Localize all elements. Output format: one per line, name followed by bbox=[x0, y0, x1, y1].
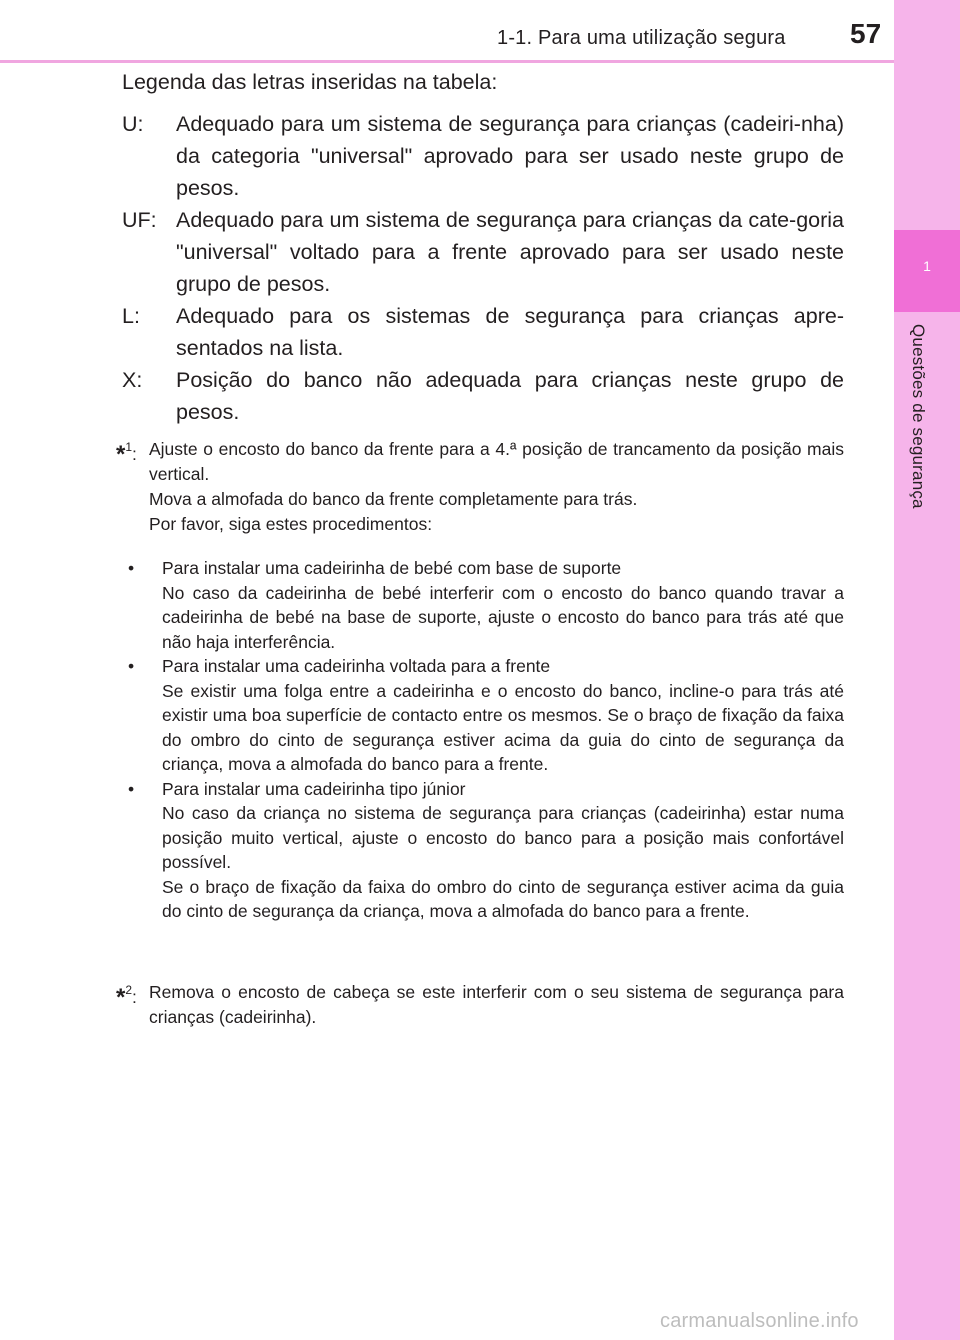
footnote-marker: *$^1$: bbox=[116, 440, 137, 468]
list-item bbox=[128, 654, 844, 777]
procedure-list bbox=[128, 556, 844, 924]
list-item-text: Se o braço de fixação da faixa do ombro do cinto de segurança estiver acima da guia do cinto de segurança da criança, mova a almofada do banco para a frente. bbox=[162, 876, 844, 921]
legend-item-u bbox=[122, 108, 844, 204]
section-title: 1-1. Para uma utilização segura bbox=[497, 27, 786, 49]
footnote-marker: *$^2$: bbox=[116, 983, 137, 1011]
chapter-number-tab[interactable] bbox=[894, 230, 960, 312]
footnote-1-line3: Por favor, siga estes procedimentos: bbox=[149, 514, 433, 534]
watermark: carmanualsonline.info bbox=[660, 1310, 859, 1332]
chapter-side-tab bbox=[894, 0, 960, 1340]
chapter-title: Questões de segurança bbox=[909, 324, 928, 509]
legend-item-l bbox=[122, 300, 844, 364]
legend-code: X: bbox=[122, 368, 143, 392]
legend-code: L: bbox=[122, 304, 140, 328]
list-item-text: No caso da criança no sistema de segurança para crianças (cadeirinha) estar numa posição muito vertical, ajuste o encosto do banco para a posição mais confortável possível. bbox=[162, 803, 844, 872]
list-item-text: No caso da cadeirinha de bebé interferir com o encosto do banco quando travar a cadeirinha de bebé na base de suporte, ajuste o encosto do banco para trás até que não haja interferência. bbox=[162, 582, 844, 652]
legend-item-uf bbox=[122, 204, 844, 300]
legend-text: Adequado para os sistemas de segurança para crianças apre-sentados na lista. bbox=[176, 304, 844, 360]
list-item-text: Se existir uma folga entre a cadeirinha e o encosto do banco, incline-o para trás até existir uma boa superfície de contacto entre os mesmos. Se o braço de fixação da faixa do ombro do cinto de segurança estiver acima da guia do cinto de segurança da criança, mova a almofada do banco para a frente. bbox=[162, 680, 844, 774]
legend-heading: Legenda das letras inseridas na tabela: bbox=[122, 70, 498, 94]
legend-text: Posição do banco não adequada para crianças neste grupo de pesos. bbox=[176, 368, 844, 424]
header-rule bbox=[0, 60, 894, 63]
legend-text: Adequado para um sistema de segurança para crianças da cate-goria "universal" voltado para a frente aprovado para ser usado neste grupo de pesos. bbox=[176, 208, 844, 296]
footnote-2 bbox=[116, 980, 844, 1030]
list-item-title: Para instalar uma cadeirinha voltada para a frente bbox=[162, 656, 551, 676]
footnote-1-line2: Mova a almofada do banco da frente completamente para trás. bbox=[149, 489, 638, 509]
list-item bbox=[128, 777, 844, 924]
footnote-1 bbox=[116, 437, 844, 537]
footnote-2-text: Remova o encosto de cabeça se este interferir com o seu sistema de segurança para crianças (cadeirinha). bbox=[149, 982, 844, 1027]
legend-item-x bbox=[122, 364, 844, 428]
list-item-title: Para instalar uma cadeirinha de bebé com base de suporte bbox=[162, 558, 622, 578]
legend-text: Adequado para um sistema de segurança para crianças (cadeiri-nha) da categoria "universal" aprovado para ser usado neste grupo de pesos. bbox=[176, 112, 844, 200]
chapter-number: 1 bbox=[923, 258, 931, 274]
legend-code: UF: bbox=[122, 208, 157, 232]
footnote-1-line1: Ajuste o encosto do banco da frente para a 4.ª posição de trancamento da posição mais vertical. bbox=[149, 439, 844, 484]
list-item bbox=[128, 556, 844, 654]
page-number: 57 bbox=[850, 18, 882, 49]
list-item-title: Para instalar uma cadeirinha tipo júnior bbox=[162, 778, 466, 799]
legend-code: U: bbox=[122, 112, 144, 136]
